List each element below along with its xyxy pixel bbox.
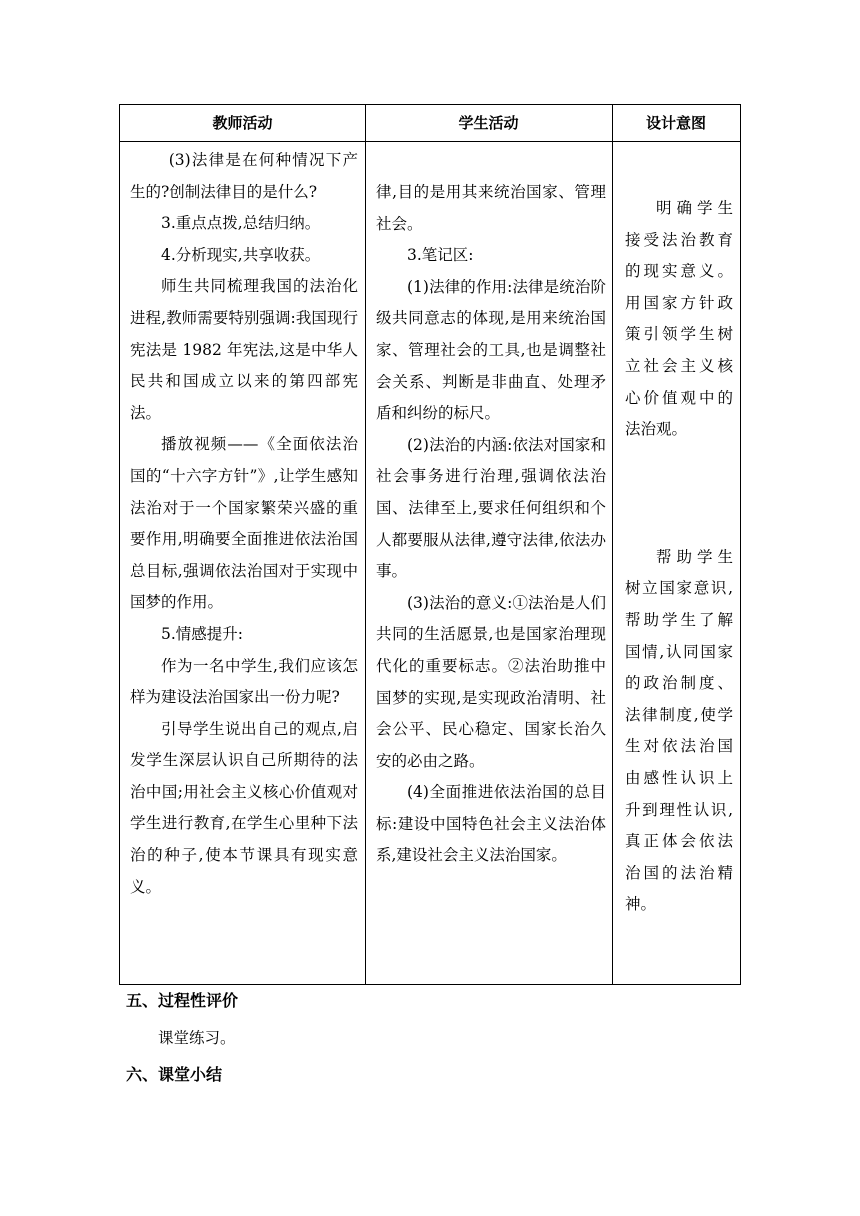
teacher-paragraph: 作为一名中学生,我们应该怎样为建设法治国家出一份力呢?	[130, 656, 358, 707]
column-divider	[365, 105, 366, 984]
section-six-title: 六、课堂小结	[126, 1065, 223, 1084]
student-paragraph: (1)法律的作用:法律是统治阶级共同意志的体现,是用来统治国家、管理社会的工具,也是调整社会关系、判断是非曲直、处理矛盾和纠纷的标尺。	[376, 277, 606, 423]
section-five-title: 五、过程性评价	[126, 991, 239, 1010]
student-activity-cell	[376, 177, 606, 872]
header-divider	[120, 141, 740, 142]
teacher-paragraph: 播放视频——《全面依法治国的“十六字方针”》,让学生感知法治对于一个国家繁荣兴盛的重要作用,明确要全面推进依法治国总目标,强调依法治国对于实现中国梦的作用。	[130, 435, 358, 612]
teacher-paragraph: 5.情感提升:	[161, 624, 244, 643]
section-five-body: 课堂练习。	[158, 1029, 236, 1047]
design-paragraph: 帮助学生树立国家意识,帮助学生了解国情,认同国家的政治制度、法律制度,使学生对依法治国由感性认识上升到理性认识,真正体会依法治国的法治精神。	[625, 547, 733, 914]
student-paragraph: (4)全面推进依法治国的总目标:建设中国特色社会主义法治体系,建设社会主义法治国家。	[376, 783, 606, 865]
header-design-intent: 设计意图	[645, 114, 706, 132]
teacher-paragraph: 引导学生说出自己的观点,启发学生深层认识自己所期待的法治中国;用社会主义核心价值观对学生进行教育,在学生心里种下法治的种子,使本节课具有现实意义。	[130, 719, 358, 896]
design-paragraph: 明确学生接受法治教育的现实意义。用国家方针政策引领学生树立社会主义核心价值观中的法治观。	[625, 199, 733, 439]
header-student-activity: 学生活动	[458, 114, 519, 132]
header-teacher-activity: 教师活动	[212, 114, 273, 132]
teacher-paragraph: (3)法律是在何种情况下产生的?创制法律目的是什么?	[130, 151, 358, 201]
student-paragraph: (2)法治的内涵:依法对国家和社会事务进行治理,强调依法治国、法律至上,要求任何组织和个人都要服从法律,遵守法律,依法办事。	[376, 435, 606, 581]
design-intent-cell	[625, 193, 733, 921]
column-divider	[612, 105, 613, 984]
teacher-paragraph: 师生共同梳理我国的法治化进程,教师需要特别强调:我国现行宪法是 1982 年宪法,这是中华人民共和国成立以来的第四部宪法。	[130, 277, 358, 422]
teacher-paragraph: 3.重点点拨,总结归纳。	[161, 214, 321, 233]
student-paragraph: (3)法治的意义:①法治是人们共同的生活愿景,也是国家治理现代化的重要标志。②法治助推中国梦的实现,是实现政治清明、社会公平、民心稳定、国家长治久安的必由之路。	[376, 593, 606, 770]
student-paragraph: 3.笔记区:	[407, 246, 474, 265]
lesson-table	[119, 104, 741, 985]
student-paragraph: 律,目的是用其来统治国家、管理社会。	[376, 183, 606, 233]
teacher-paragraph: 4.分析现实,共享收获。	[161, 245, 321, 264]
teacher-activity-cell	[130, 145, 358, 903]
